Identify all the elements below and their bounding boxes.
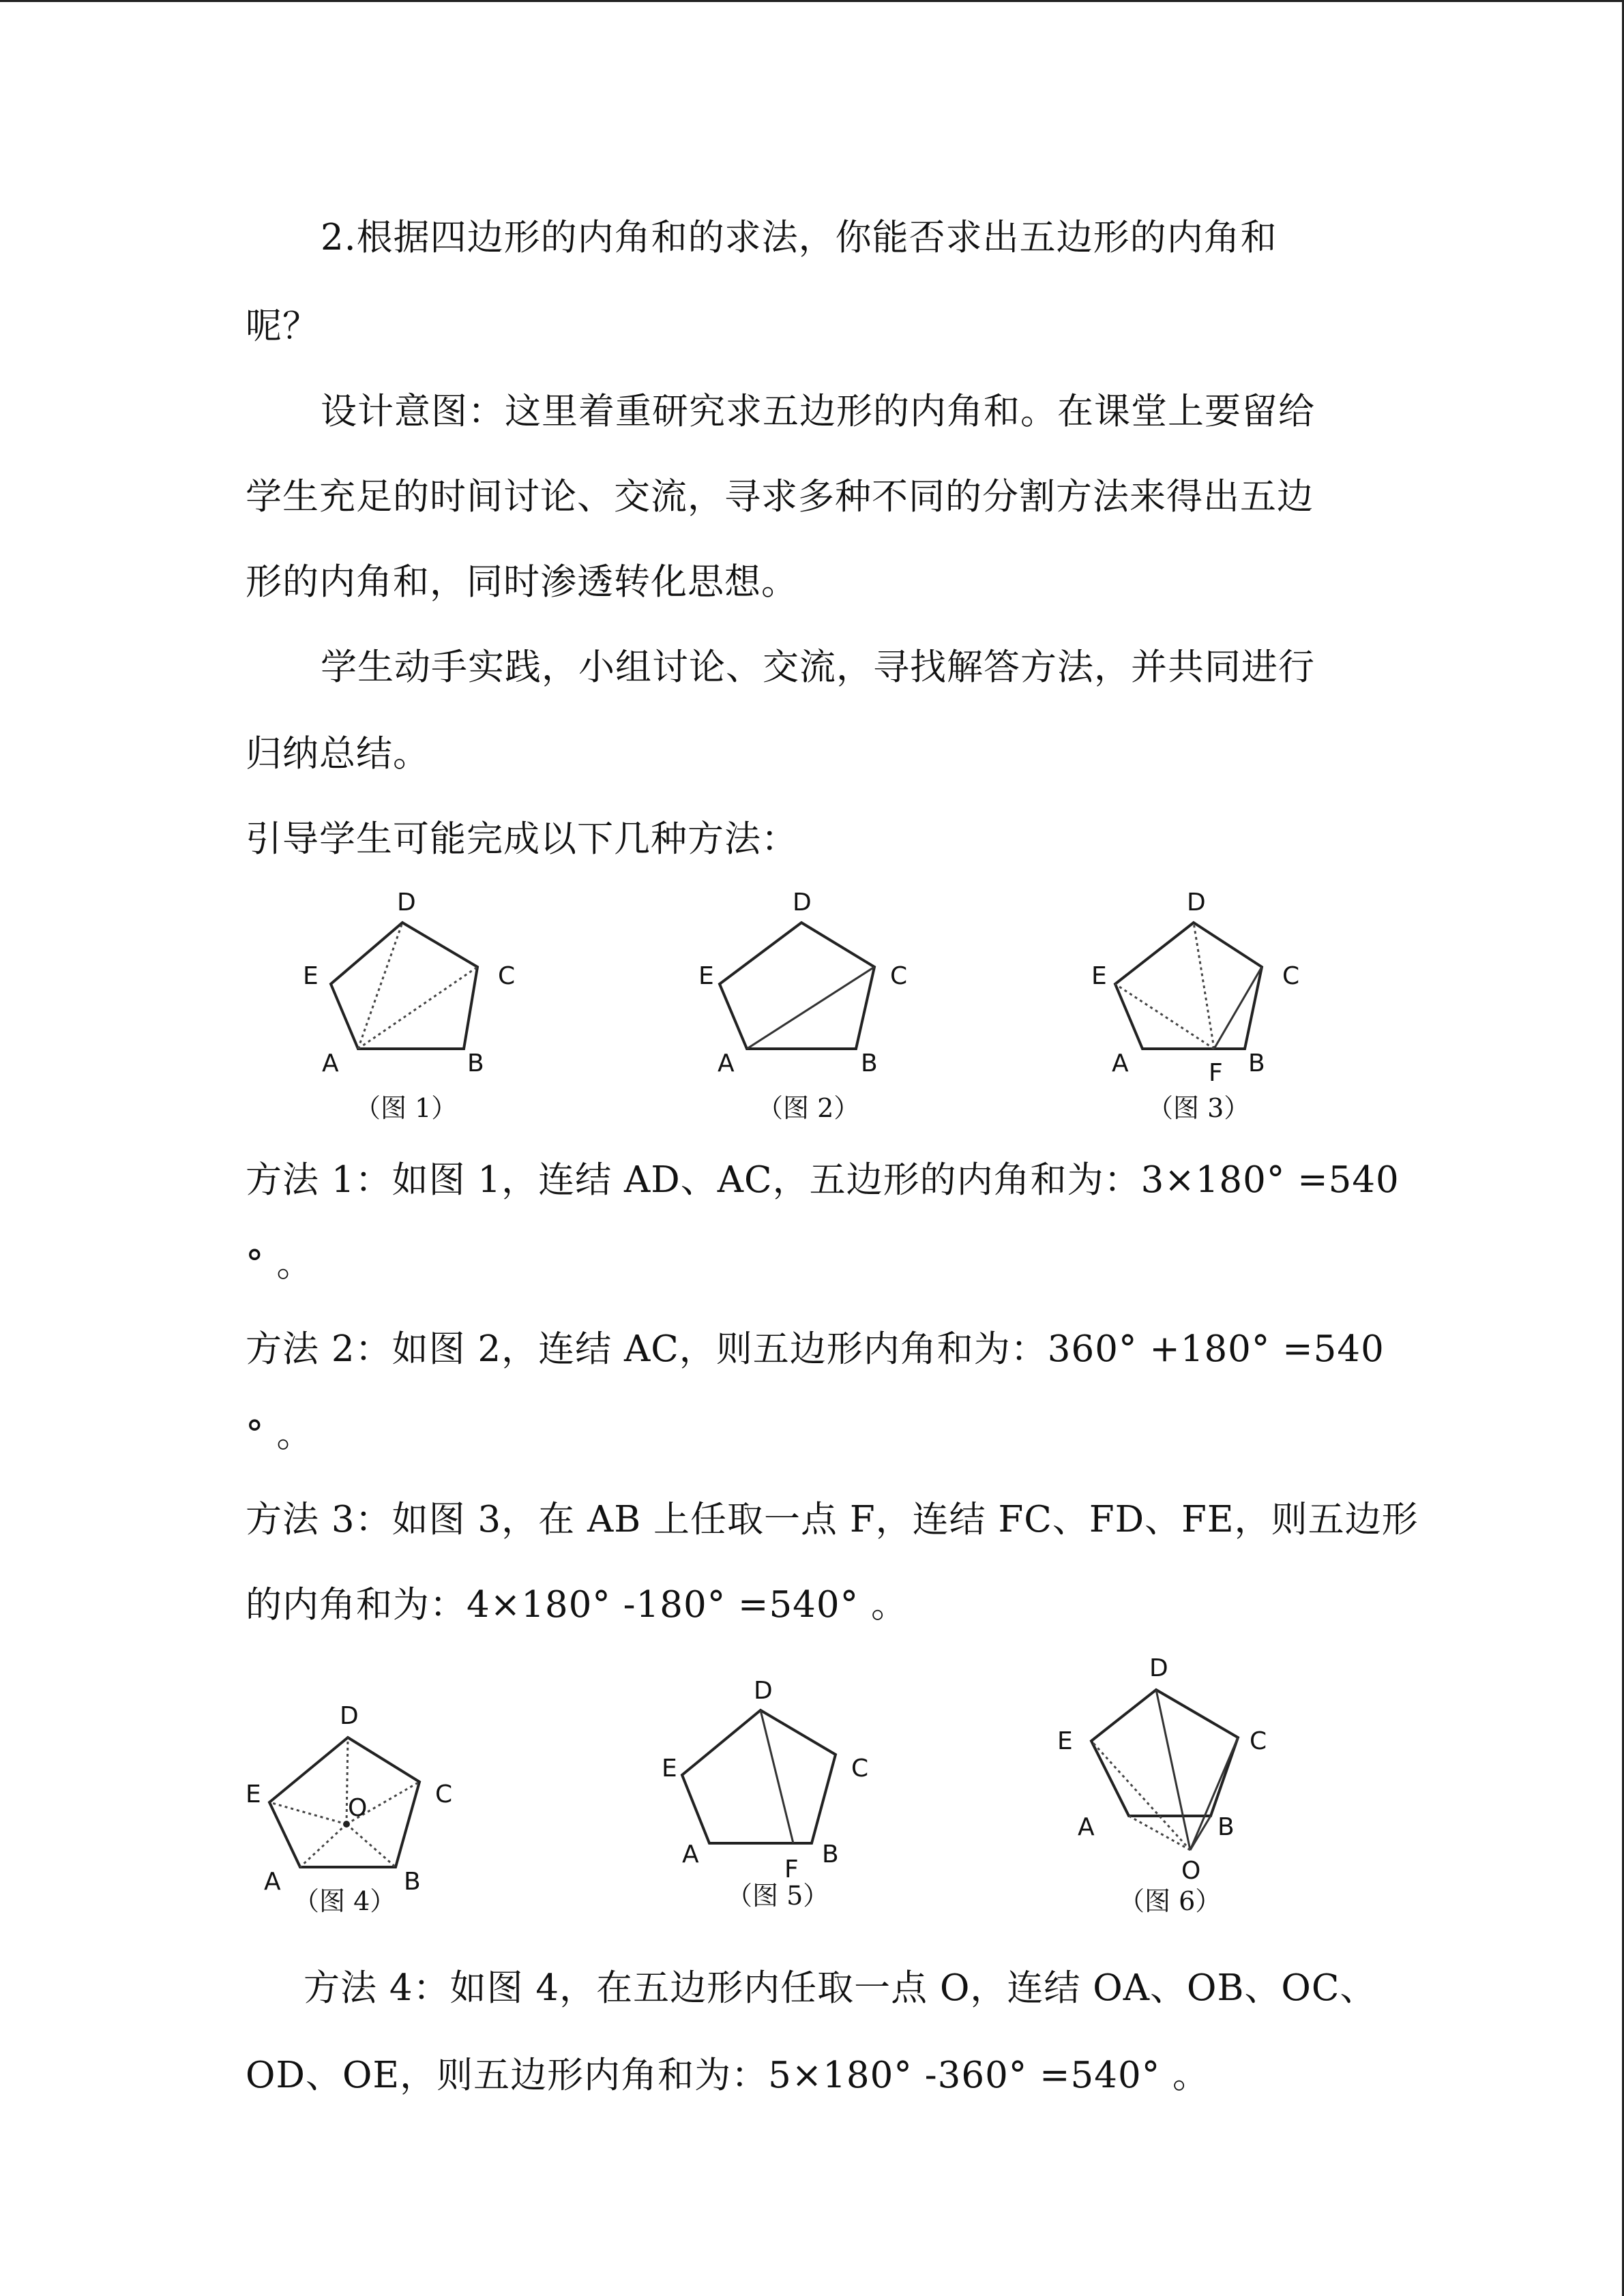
figure-4-label-o: O xyxy=(348,1794,368,1822)
figure-3-label-a: A xyxy=(1112,1049,1129,1077)
figure-4-outline xyxy=(269,1738,419,1867)
figure-6-label-a: A xyxy=(1078,1813,1095,1841)
figure-5 xyxy=(648,1677,880,1925)
figure-6-outline xyxy=(1091,1690,1238,1816)
figure-3-caption: （图 3） xyxy=(1147,1093,1250,1123)
figure-6-segment-ob xyxy=(1190,1816,1211,1850)
design-intent-line-3: 形的内角和，同时渗透转化思想。 xyxy=(246,561,798,603)
figure-4-label-e: E xyxy=(246,1780,261,1808)
figure-5-label-a: A xyxy=(682,1840,699,1868)
figure-3-label-e: E xyxy=(1091,962,1107,990)
method-1-line-2: ° 。 xyxy=(246,1243,314,1285)
figure-2-diagonal-ac xyxy=(747,967,874,1049)
method-4-line-1: 方法 4：如图 4，在五边形内任取一点 O，连结 OA、OB、OC、 xyxy=(304,1967,1377,2009)
figure-5-label-c: C xyxy=(851,1755,869,1783)
figure-6-label-e: E xyxy=(1057,1727,1073,1755)
figure-4-caption: （图 4） xyxy=(293,1886,396,1916)
figure-1-label-a: A xyxy=(322,1049,339,1077)
figure-2-label-b: B xyxy=(861,1049,878,1077)
figure-6-label-d: D xyxy=(1149,1654,1168,1682)
figure-6-label-o: O xyxy=(1181,1857,1201,1885)
method-2-line-1: 方法 2：如图 2，连结 AC，则五边形内角和为：360° +180° =540 xyxy=(246,1328,1385,1370)
figure-3-label-b: B xyxy=(1248,1049,1265,1077)
figure-3 xyxy=(1084,882,1330,1141)
figure-6-segment-oe xyxy=(1091,1741,1190,1850)
practice-line-2: 归纳总结。 xyxy=(246,733,430,775)
method-1-line-1: 方法 1：如图 1，连结 AD、AC，五边形的内角和为：3×180° =540 xyxy=(246,1159,1400,1201)
figure-4-segment-oa xyxy=(300,1824,346,1867)
figure-4-segment-oe xyxy=(269,1802,346,1824)
method-2-line-2: ° 。 xyxy=(246,1414,314,1455)
figure-1-label-c: C xyxy=(498,962,516,990)
figure-6-pentagon xyxy=(1050,1652,1282,1925)
figure-1-label-d: D xyxy=(397,889,416,916)
figure-2-outline xyxy=(720,923,874,1049)
figure-4-label-a: A xyxy=(264,1868,281,1896)
figure-5-label-b: B xyxy=(822,1840,839,1868)
method-4-line-2: OD、OE，则五边形内角和为：5×180° -360° =540° 。 xyxy=(246,2055,1210,2096)
method-3-line-1: 方法 3：如图 3，在 AB 上任取一点 F，连结 FC、FD、FE，则五边形 xyxy=(246,1499,1419,1540)
figure-4 xyxy=(246,1693,477,1925)
figure-5-segment-fd xyxy=(761,1710,793,1843)
figure-2-pentagon xyxy=(689,882,934,1141)
figure-1-label-b: B xyxy=(467,1049,484,1077)
figure-2-label-d: D xyxy=(793,889,812,916)
figure-3-label-f: F xyxy=(1209,1059,1223,1087)
figure-6-segment-oa xyxy=(1129,1816,1190,1850)
figure-5-label-f: F xyxy=(784,1855,799,1883)
figure-1 xyxy=(293,882,539,1141)
figure-1-diagonal-ac xyxy=(358,967,477,1049)
figure-1-caption: （图 1） xyxy=(355,1093,458,1123)
figure-4-label-c: C xyxy=(435,1780,453,1808)
figure-4-pentagon xyxy=(246,1693,477,1925)
figure-3-label-c: C xyxy=(1282,962,1300,990)
figure-4-label-b: B xyxy=(404,1868,421,1896)
figure-1-label-e: E xyxy=(303,962,319,990)
figure-2-label-a: A xyxy=(718,1049,735,1077)
figure-2 xyxy=(689,882,934,1141)
figure-3-pentagon xyxy=(1084,882,1330,1141)
question-2-line-1: 2.根据四边形的内角和的求法，你能否求出五边形的内角和 xyxy=(321,217,1278,258)
figure-6-label-b: B xyxy=(1217,1813,1235,1841)
figure-5-caption: （图 5） xyxy=(726,1881,829,1911)
figure-2-label-e: E xyxy=(698,962,714,990)
figure-1-outline xyxy=(331,923,477,1049)
figure-4-segment-ob xyxy=(346,1824,396,1867)
figure-1-pentagon xyxy=(293,882,539,1141)
figure-5-pentagon xyxy=(648,1677,880,1925)
figure-5-outline xyxy=(682,1710,836,1843)
figure-3-segment-fd xyxy=(1194,923,1214,1049)
figure-3-label-d: D xyxy=(1187,889,1206,916)
figure-5-label-d: D xyxy=(754,1677,773,1705)
figure-2-label-c: C xyxy=(890,962,908,990)
figure-2-caption: （图 2） xyxy=(757,1093,860,1123)
figure-6-label-c: C xyxy=(1250,1727,1267,1755)
figure-5-label-e: E xyxy=(662,1755,677,1783)
figure-3-outline xyxy=(1115,923,1262,1049)
question-2-line-2: 呢？ xyxy=(246,305,319,347)
design-intent-line-1: 设计意图：这里着重研究求五边形的内角和。在课堂上要留给 xyxy=(321,391,1315,432)
figure-6 xyxy=(1050,1652,1282,1925)
practice-line-1: 学生动手实践，小组讨论、交流，寻找解答方法，并共同进行 xyxy=(321,646,1315,688)
design-intent-line-2: 学生充足的时间讨论、交流，寻求多种不同的分割方法来得出五边 xyxy=(246,476,1314,518)
figure-6-segment-od xyxy=(1156,1690,1190,1850)
method-3-line-2: 的内角和为：4×180° -180° =540° 。 xyxy=(246,1584,908,1626)
guide-line: 引导学生可能完成以下几种方法： xyxy=(246,818,798,860)
figure-4-label-d: D xyxy=(340,1702,359,1730)
figure-6-caption: （图 6） xyxy=(1119,1886,1222,1916)
